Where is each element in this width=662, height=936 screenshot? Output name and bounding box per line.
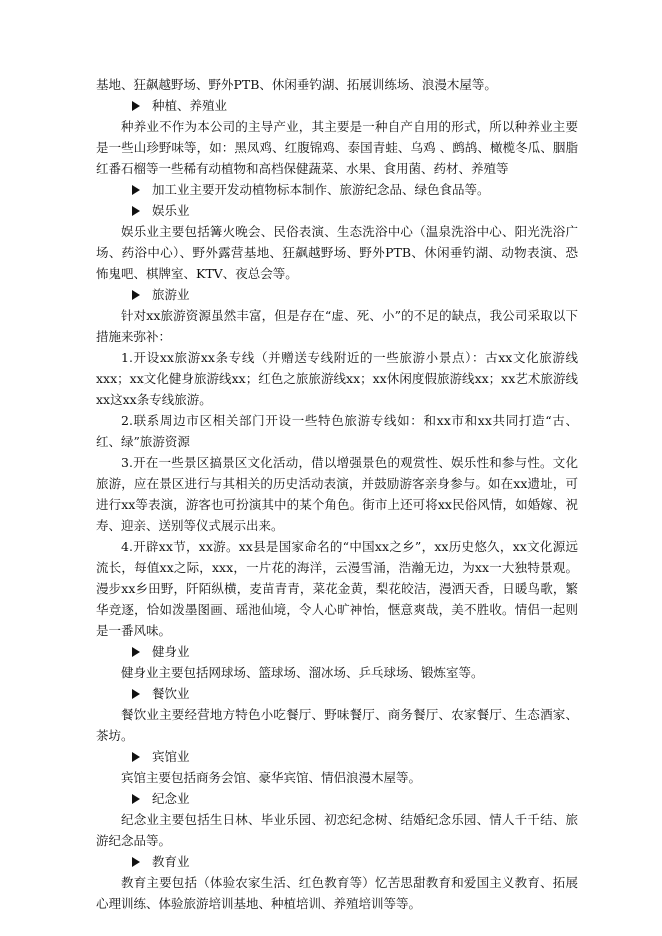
arrow-bullet-icon: [132, 290, 140, 300]
section-heading-label: 宾馆业: [152, 749, 190, 764]
tourism-item-2: 2.联系周边市区相关部门开设一些特色旅游专线如：和xx市和xx共同打造“古、红、绿”旅游资源: [96, 413, 578, 449]
document-body: [96, 74, 578, 914]
arrow-bullet-icon: [132, 185, 140, 195]
section-heading-label: 纪念业: [152, 791, 190, 806]
section-heading-souvenir: [96, 788, 578, 809]
arrow-bullet-icon: [132, 689, 140, 699]
section-heading-hotel: [96, 746, 578, 767]
tourism-item-3: 3.开在一些景区搞景区文化活动，借以增强景色的观赏性、娱乐性和参与性。文化旅游，应在景区进行与其相关的历史活动表演，并鼓励游客亲身参与。如在xx遗址，可进行xx等表演，游客也可扮演其中的某个角色。街市上还可将xx民俗风情，如婚嫁、祝寿、迎亲、送别等仪式展示出来。: [96, 455, 578, 533]
section-heading-fitness: [96, 641, 578, 662]
section-paragraph: 种养业不作为本公司的主导产业，其主要是一种自产自用的形式，所以种养业主要是一些山珍野味等，如：黑凤鸡、红腹锦鸡、泰国青蛙、乌鸡 、鹧鸪、橄榄冬瓜、胭脂红番石榴等一些稀有动植物和高档保健蔬菜、水果、食用菌、药材、养殖等: [96, 119, 578, 176]
section-heading-education: [96, 851, 578, 872]
section-heading-label: 加工业主要开发动植物标本制作、旅游纪念品、绿色食品等。: [152, 182, 490, 197]
section-heading-label: 健身业: [152, 644, 190, 659]
section-paragraph: 餐饮业主要经营地方特色小吃餐厅、野味餐厅、商务餐厅、农家餐厅、生态酒家、茶坊。: [96, 707, 578, 743]
section-heading-catering: [96, 683, 578, 704]
arrow-bullet-icon: [132, 647, 140, 657]
section-heading-label: 种植、养殖业: [152, 98, 228, 113]
section-paragraph: 娱乐业主要包括篝火晚会、民俗表演、生态洗浴中心（温泉洗浴中心、阳光洗浴广场、药浴中心）、野外露营基地、狂飙越野场、野外PTB、休闲垂钓湖、动物表演、恐怖鬼吧、棋牌室、KTV、夜总会等。: [96, 224, 578, 281]
tourism-item-4: 4.开辟xx节，xx游。xx县是国家命名的“中国xx之乡”，xx历史悠久，xx文化源远流长，每值xx之际，xxx，一片花的海洋，云漫雪涌，浩瀚无边，为xx一大独特景观。漫步xx乡田野，阡陌纵横，麦苗青青，菜花金黄，梨花皎洁，漫洒天香，日暖鸟歌，繁华竞逐，恰如泼墨图画、瑶池仙境，令人心旷神怡，惬意爽哉，美不胜收。情侣一起则是一番风味。: [96, 539, 578, 638]
section-paragraph: 健身业主要包括网球场、篮球场、溜冰场、乒乓球场、锻炼室等。: [121, 665, 484, 680]
section-heading-label: 娱乐业: [152, 203, 190, 218]
arrow-bullet-icon: [132, 752, 140, 762]
section-paragraph: 纪念业主要包括生日林、毕业乐园、初恋纪念树、结婚纪念乐园、情人千千结、旅游纪念品等。: [96, 812, 578, 848]
intro-line: 基地、狂飙越野场、野外PTB、休闲垂钓湖、拓展训练场、浪漫木屋等。: [96, 77, 497, 92]
section-heading-planting: [96, 95, 578, 116]
section-heading-label: 教育业: [152, 854, 190, 869]
section-paragraph: 针对xx旅游资源虽然丰富，但是存在“虚、死、小”的不足的缺点，我公司采取以下措施来弥补：: [96, 308, 578, 344]
section-heading-entertainment: [96, 200, 578, 221]
section-heading-processing: [96, 179, 578, 200]
arrow-bullet-icon: [132, 206, 140, 216]
arrow-bullet-icon: [132, 794, 140, 804]
section-heading-tourism: [96, 284, 578, 305]
arrow-bullet-icon: [132, 101, 140, 111]
section-heading-label: 旅游业: [152, 287, 190, 302]
section-heading-label: 餐饮业: [152, 686, 190, 701]
tourism-item-1: 1.开设xx旅游xx条专线（并赠送专线附近的一些旅游小景点）：古xx文化旅游线xxx；xx文化健身旅游线xx；红色之旅旅游线xx；xx休闲度假旅游线xx；xx艺术旅游线xx这xx条专线旅游。: [96, 350, 578, 407]
section-paragraph: 教育主要包括（体验农家生活、红色教育等）忆苦思甜教育和爱国主义教育、拓展心理训练、体验旅游培训基地、种植培训、养殖培训等等。: [96, 875, 578, 911]
section-paragraph: 宾馆主要包括商务会馆、豪华宾馆、情侣浪漫木屋等。: [121, 770, 422, 785]
arrow-bullet-icon: [132, 857, 140, 867]
